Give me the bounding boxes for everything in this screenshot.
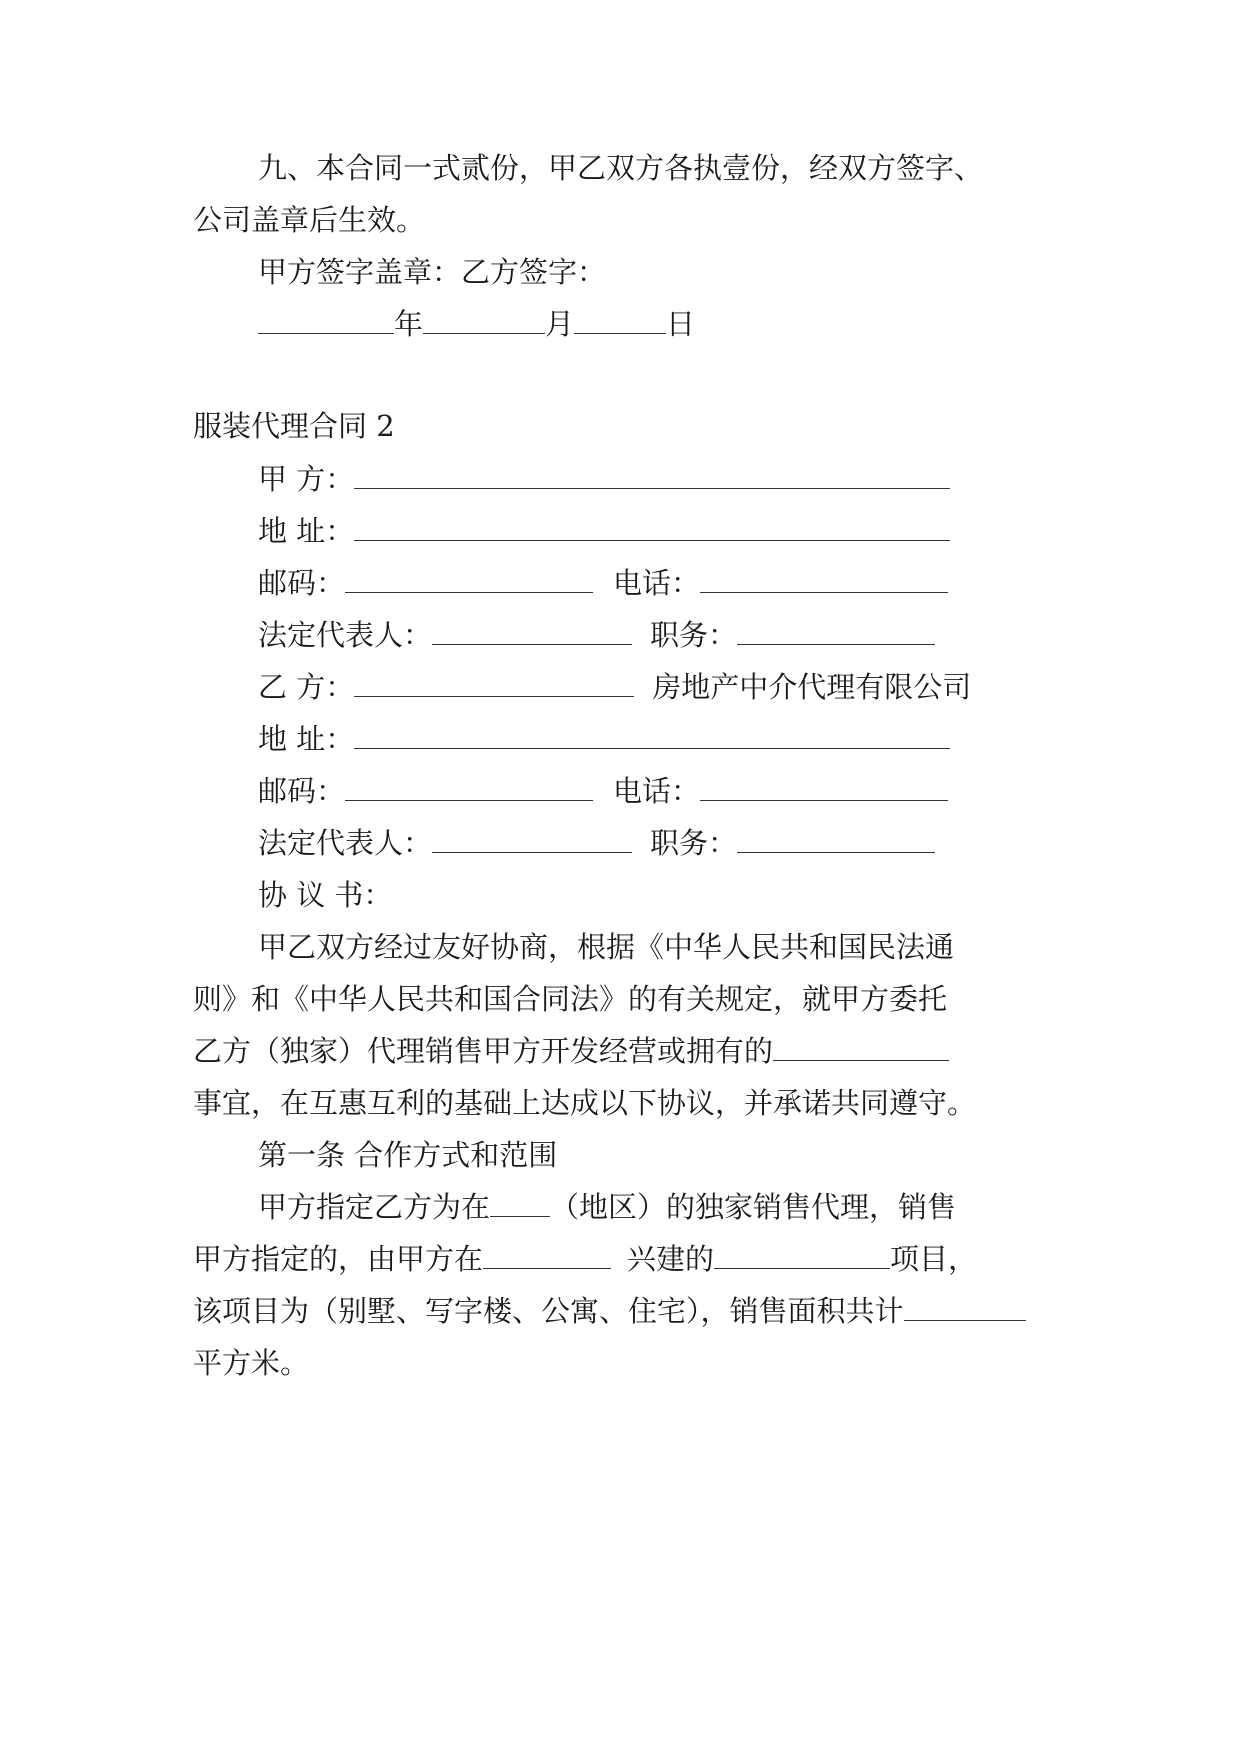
clause-9-line-1 xyxy=(258,148,983,188)
article-1-text-4: 平方米。 xyxy=(193,1346,310,1380)
party-b-address-label: 地 址： xyxy=(258,722,355,756)
party-a-postcode-label: 邮码： xyxy=(258,566,346,600)
party-a-phone-blank[interactable] xyxy=(700,566,948,593)
party-b-blank[interactable] xyxy=(354,670,634,697)
article-1-text-1b: （地区）的独家销售代理，销售 xyxy=(550,1190,957,1224)
party-b-position-label: 职务： xyxy=(650,826,738,860)
preamble-text-3: 乙方（独家）代理销售甲方开发经营或拥有的 xyxy=(193,1034,774,1068)
month-label: 月 xyxy=(545,307,575,341)
article-1-heading xyxy=(258,1135,557,1175)
signature-labels: 甲方签字盖章：乙方签字： xyxy=(258,255,607,289)
preamble-text-4: 事宜，在互惠互利的基础上达成以下协议，并承诺共同遵守。 xyxy=(193,1086,977,1120)
day-label: 日 xyxy=(666,307,696,341)
party-b-contact-line xyxy=(258,771,948,811)
signature-line xyxy=(258,252,606,292)
party-a-address-label: 地 址： xyxy=(258,514,355,548)
preamble-text-1: 甲乙双方经过友好协商，根据《中华人民共和国民法通 xyxy=(258,930,955,964)
article-1-text-1a: 甲方指定乙方为在 xyxy=(258,1190,491,1224)
project-blank[interactable] xyxy=(714,1242,890,1269)
party-a-label: 甲 方： xyxy=(258,462,355,496)
party-b-phone-label: 电话： xyxy=(613,774,701,808)
preamble-line-4 xyxy=(193,1083,976,1123)
article-1-text-2b: 兴建的 xyxy=(627,1242,715,1276)
article-1-line-4 xyxy=(193,1343,309,1383)
article-1-heading-text: 第一条 合作方式和范围 xyxy=(258,1138,558,1172)
article-1-line-1 xyxy=(258,1187,956,1227)
month-blank[interactable] xyxy=(423,307,545,334)
article-1-text-2a: 甲方指定的，由甲方在 xyxy=(193,1242,484,1276)
article-1-line-2 xyxy=(193,1239,977,1279)
year-blank[interactable] xyxy=(258,307,394,334)
preamble-line-1 xyxy=(258,927,954,967)
party-a-phone-label: 电话： xyxy=(613,566,701,600)
contract-title-text: 服装代理合同 2 xyxy=(193,409,395,443)
party-a-position-label: 职务： xyxy=(650,618,738,652)
agreement-heading xyxy=(258,875,392,915)
party-a-contact-line xyxy=(258,563,948,603)
party-a-line xyxy=(258,459,950,499)
party-b-phone-blank[interactable] xyxy=(700,774,948,801)
article-1-line-3 xyxy=(193,1291,1026,1331)
contract-title xyxy=(193,406,395,446)
party-b-position-blank[interactable] xyxy=(737,826,935,853)
party-a-blank[interactable] xyxy=(354,462,950,489)
day-blank[interactable] xyxy=(574,307,666,334)
preamble-text-2: 则》和《中华人民共和国合同法》的有关规定，就甲方委托 xyxy=(193,982,948,1016)
agreement-heading-text: 协 议 书： xyxy=(258,878,393,912)
party-b-legal-rep-label: 法定代表人： xyxy=(258,826,433,860)
party-a-position-blank[interactable] xyxy=(737,618,935,645)
party-a-legal-rep-label: 法定代表人： xyxy=(258,618,433,652)
year-label: 年 xyxy=(394,307,424,341)
preamble-line-2 xyxy=(193,979,947,1019)
party-b-legal-rep-blank[interactable] xyxy=(432,826,632,853)
party-b-line xyxy=(258,667,971,707)
party-b-postcode-label: 邮码： xyxy=(258,774,346,808)
region-blank[interactable] xyxy=(490,1190,550,1217)
party-a-legal-rep-blank[interactable] xyxy=(432,618,632,645)
article-1-text-3: 该项目为（别墅、写字楼、公寓、住宅），销售面积共计 xyxy=(193,1294,904,1328)
party-b-label: 乙 方： xyxy=(258,670,355,704)
party-b-company-suffix: 房地产中介代理有限公司 xyxy=(652,670,972,704)
article-1-text-2c: 项目， xyxy=(890,1242,978,1276)
location-blank[interactable] xyxy=(483,1242,611,1269)
party-a-postcode-blank[interactable] xyxy=(345,566,593,593)
clause-9-text-1: 九、本合同一式贰份，甲乙双方各执壹份，经双方签字、 xyxy=(258,151,984,185)
party-b-postcode-blank[interactable] xyxy=(345,774,593,801)
date-line xyxy=(258,304,695,344)
party-a-address-blank[interactable] xyxy=(354,514,950,541)
party-b-address-line xyxy=(258,719,950,759)
property-blank[interactable] xyxy=(773,1034,949,1061)
clause-9-text-2: 公司盖章后生效。 xyxy=(193,203,426,237)
party-b-rep-line xyxy=(258,823,935,863)
area-blank[interactable] xyxy=(904,1294,1026,1321)
party-a-address-line xyxy=(258,511,950,551)
clause-9-line-2 xyxy=(193,200,425,240)
party-a-rep-line xyxy=(258,615,935,655)
preamble-line-3 xyxy=(193,1031,949,1071)
party-b-address-blank[interactable] xyxy=(354,722,950,749)
